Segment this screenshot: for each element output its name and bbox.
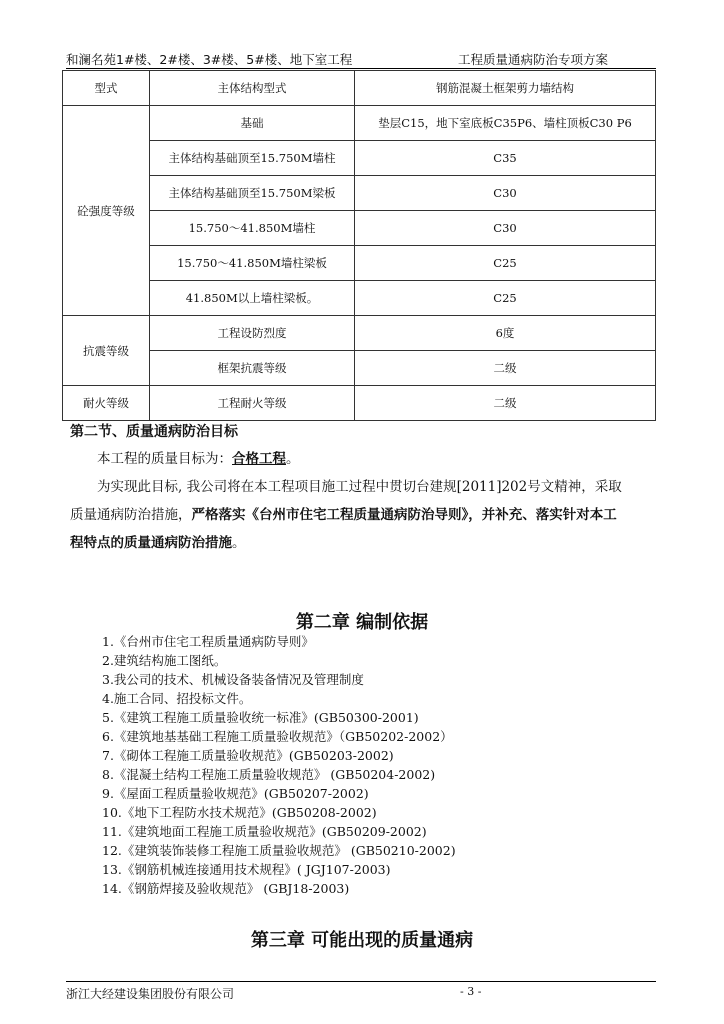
header-project: 和澜名苑1#楼、2#楼、3#楼、5#楼、地下室工程 [66, 52, 353, 67]
fire-item: 工程耐火等级 [150, 386, 355, 421]
table-row [63, 386, 656, 421]
seismic-value: 6度 [355, 316, 656, 351]
list-item: 5.《建筑工程施工质量验收统一标准》(GB50300-2001) [102, 710, 419, 725]
list-item: 6.《建筑地基基础工程施工质量验收规范》（GB50202-2002） [102, 729, 453, 744]
measures-line-1: 为实现此目标, 我公司将在本工程项目施工过程中贯切台建规[2011]202号文精神，采取 [97, 479, 622, 495]
list-item: 14.《钢筋焊接及验收规范》 (GBJ18-2003) [102, 881, 350, 896]
basis-list [102, 632, 456, 898]
concrete-item: 15.750～41.850M墙柱 [150, 211, 355, 246]
list-item: 4.施工合同、招投标文件。 [102, 691, 252, 706]
concrete-item: 基础 [150, 106, 355, 141]
table-row [63, 281, 656, 316]
structure-label: 主体结构型式 [150, 71, 355, 106]
goal-suffix: 。 [286, 451, 300, 467]
chapter-2-title: 第二章 编制依据 [295, 612, 429, 633]
page-number: - 3 - [460, 985, 482, 998]
concrete-value: C25 [355, 246, 656, 281]
footer-company: 浙江大经建设集团股份有限公司 [66, 987, 235, 1001]
table-row [63, 211, 656, 246]
page-header [66, 50, 656, 68]
measures-line-3-end: 。 [232, 535, 246, 551]
concrete-value: C30 [355, 211, 656, 246]
concrete-item: 主体结构基础顶至15.750M墙柱 [150, 141, 355, 176]
goal-value: 合格工程 [232, 451, 286, 467]
list-item: 8.《混凝土结构工程施工质量验收规范》 (GB50204-2002) [102, 767, 436, 782]
fire-value: 二级 [355, 386, 656, 421]
type-label: 型式 [63, 71, 150, 106]
concrete-item: 41.850M以上墙柱梁板。 [150, 281, 355, 316]
header-doc-title: 工程质量通病防治专项方案 [458, 52, 609, 67]
list-item: 1.《台州市住宅工程质量通病防导则》 [102, 634, 314, 649]
section-title: 第二节、质量通病防治目标 [70, 424, 238, 440]
seismic-grade-label: 抗震等级 [63, 316, 150, 386]
table-row [63, 351, 656, 386]
measures-line-2-bold: 严格落实《台州市住宅工程质量通病防治导则》，并补充、落实针对本工 [191, 507, 617, 523]
measures-line-3-bold: 程特点的质量通病防治措施 [70, 535, 232, 551]
concrete-item: 主体结构基础顶至15.750M梁板 [150, 176, 355, 211]
concrete-value: C35 [355, 141, 656, 176]
seismic-value: 二级 [355, 351, 656, 386]
list-item: 2.建筑结构施工图纸。 [102, 653, 227, 668]
list-item: 7.《砌体工程施工质量验收规范》(GB50203-2002) [102, 748, 394, 763]
goal-prefix: 本工程的质量目标为： [97, 451, 232, 467]
structure-spec-table [62, 70, 656, 421]
concrete-value: C25 [355, 281, 656, 316]
chapter-3-title: 第三章 可能出现的质量通病 [250, 930, 474, 951]
table-row [63, 246, 656, 281]
measures-line-2: 质量通病防治措施， [70, 507, 192, 523]
table-row [63, 316, 656, 351]
concrete-grade-label: 砼强度等级 [63, 106, 150, 316]
list-item: 12.《建筑装饰装修工程施工质量验收规范》 (GB50210-2002) [102, 843, 456, 858]
list-item: 13.《钢筋机械连接通用技术规程》( JGJ107-2003) [102, 862, 391, 877]
concrete-item: 15.750～41.850M墙柱梁板 [150, 246, 355, 281]
list-item: 9.《屋面工程质量验收规范》(GB50207-2002) [102, 786, 369, 801]
structure-value: 钢筋混凝土框架剪力墙结构 [355, 71, 656, 106]
concrete-value: 垫层C15，地下室底板C35P6、墙柱顶板C30 P6 [355, 106, 656, 141]
list-item: 3.我公司的技术、机械设备装备情况及管理制度 [102, 672, 364, 687]
concrete-value: C30 [355, 176, 656, 211]
fire-grade-label: 耐火等级 [63, 386, 150, 421]
quality-goal-paragraph [70, 445, 660, 557]
list-item: 11.《建筑地面工程施工质量验收规范》(GB50209-2002) [102, 824, 427, 839]
header-rule [66, 68, 656, 69]
list-item: 10.《地下工程防水技术规范》(GB50208-2002) [102, 805, 377, 820]
table-row [63, 141, 656, 176]
seismic-item: 框架抗震等级 [150, 351, 355, 386]
footer-rule [66, 981, 656, 982]
table-row [63, 176, 656, 211]
table-row [63, 106, 656, 141]
seismic-item: 工程设防烈度 [150, 316, 355, 351]
table-row [63, 71, 656, 106]
